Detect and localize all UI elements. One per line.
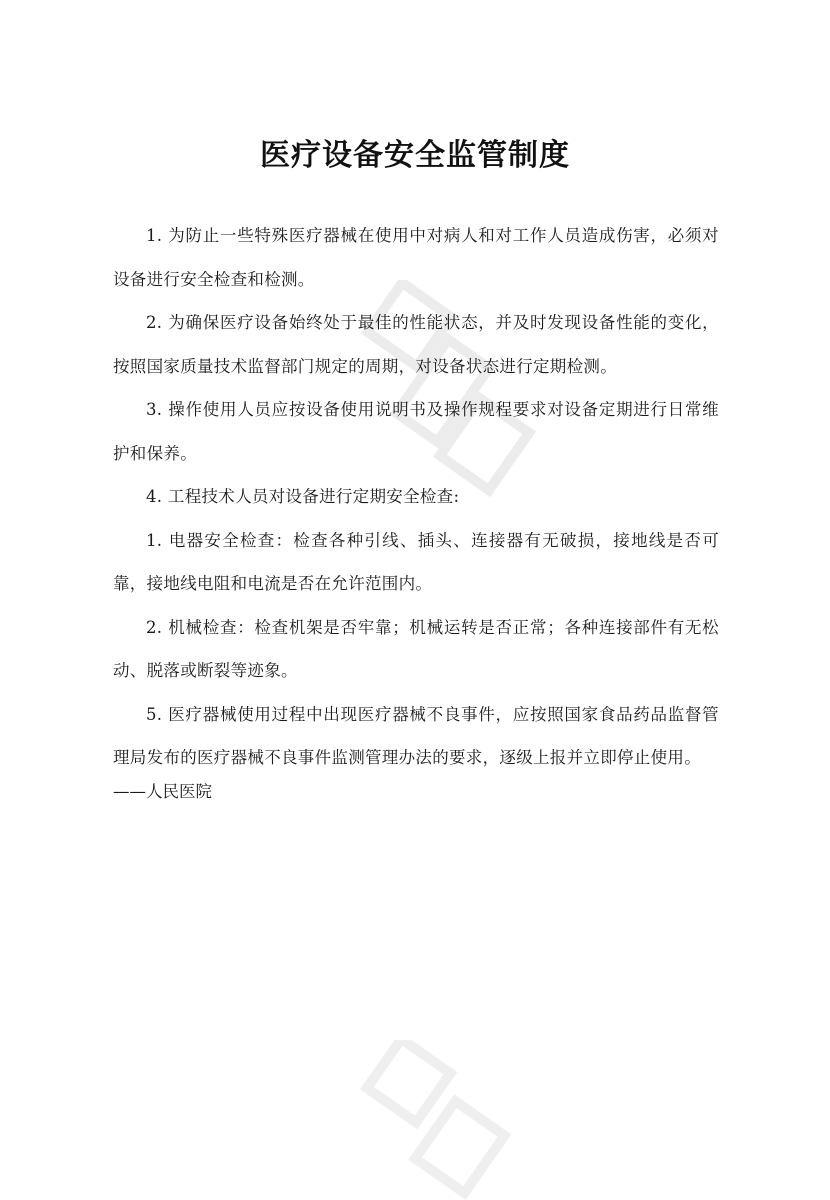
watermark-icon bbox=[300, 1040, 560, 1200]
signature: ——人民医院 bbox=[113, 781, 212, 801]
document-title: 医疗设备安全监管制度 bbox=[260, 138, 570, 174]
paragraph-3: 3. 操作使用人员应按设备使用说明书及操作规程要求对设备定期进行日常维护和保养。 bbox=[113, 400, 719, 463]
paragraph-2: 2. 为确保医疗设备始终处于最佳的性能状态，并及时发现设备性能的变化，按照国家质量技术监督部门规定的周期，对设备状态进行定期检测。 bbox=[113, 313, 719, 376]
paragraph-4: 4. 工程技术人员对设备进行定期安全检查: bbox=[146, 487, 460, 506]
paragraph-7: 5. 医疗器械使用过程中出现医疗器械不良事件，应按照国家食品药品监督管理局发布的医疗器械不良事件监测管理办法的要求，逐级上报并立即停止使用。 bbox=[113, 704, 719, 767]
paragraph-6: 2. 机械检查：检查机架是否牢靠；机械运转是否正常；各种连接部件有无松动、脱落或断裂等迹象。 bbox=[113, 617, 719, 680]
paragraph-5: 1. 电器安全检查：检查各种引线、插头、连接器有无破损，接地线是否可靠，接地线电阻和电流是否在允许范围内。 bbox=[113, 530, 719, 593]
paragraph-1: 1. 为防止一些特殊医疗器械在使用中对病人和对工作人员造成伤害，必须对设备进行安全检查和检测。 bbox=[113, 226, 719, 289]
document-body bbox=[113, 214, 719, 813]
